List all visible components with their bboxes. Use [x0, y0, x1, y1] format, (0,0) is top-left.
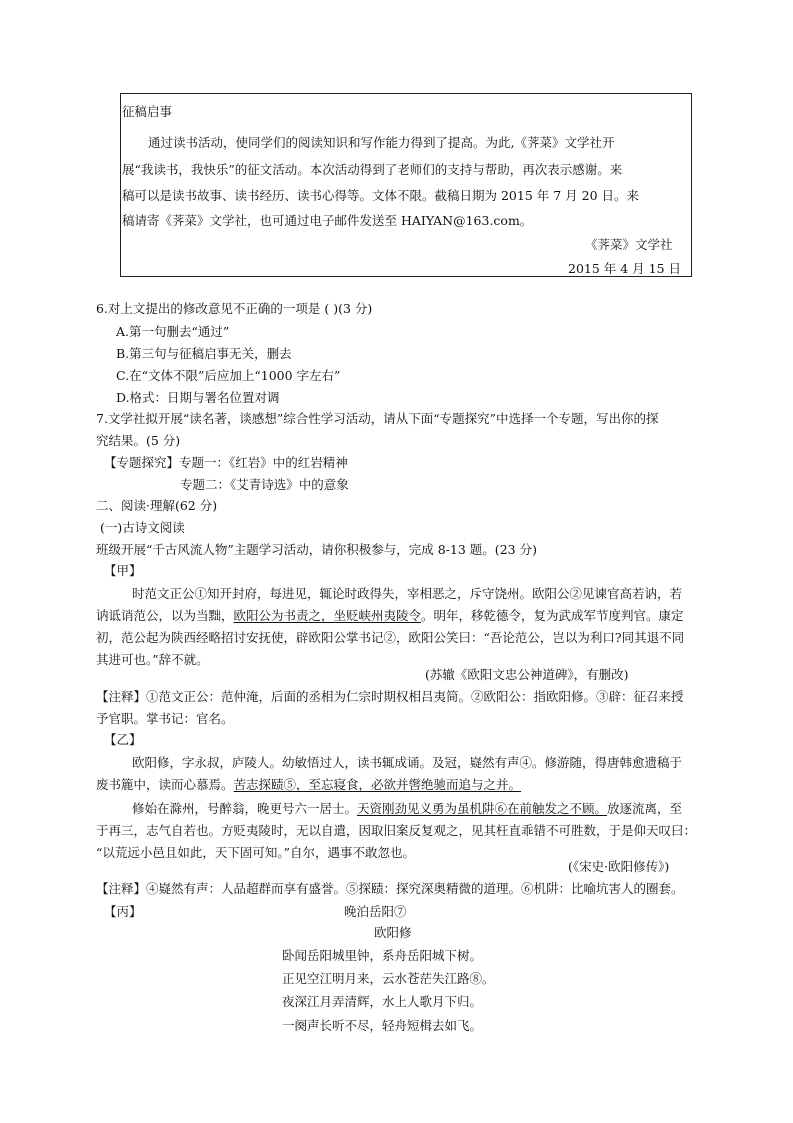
- passage-source: (苏辙《欧阳文忠公神道碑》，有删改): [425, 667, 629, 682]
- question-7-stem-cont: 究结果。(5 分): [96, 433, 181, 448]
- notice-line: 展“我读书，我快乐”的征文活动。本次活动得到了老师们的支持与帮助，再次表示感谢。来: [122, 162, 623, 177]
- annotation: 【注释】①范文正公：范仲淹，后面的丞相为仁宗时期权相吕夷简。②欧阳公：指欧阳修。③辟：征召来授: [96, 689, 684, 704]
- passage-line: 时范文正公①知开封府，每进见，辄论时政得失，宰相恶之，斥守饶州。欧阳公②见谏官高若讷，若: [132, 586, 683, 601]
- passage-line: 其进可也。”辞不就。: [96, 652, 209, 667]
- notice-signature: 《荠菜》文学社: [585, 237, 673, 252]
- annotation-cont: 予官职。掌书记：官名。: [96, 711, 234, 726]
- passage-line: 初，范公起为陕西经略招讨安抚使，辟欧阳公掌书记②，欧阳公笑曰：“吾论范公，岂以为利口?同其退不同: [96, 630, 685, 645]
- passage-label-bing: 【丙】: [104, 904, 142, 919]
- option-a: A.第一句删去“通过”: [116, 324, 230, 339]
- underlined-sentence: 天资刚劲见义勇为虽机阱⑥在前触发之不顾。: [357, 801, 608, 816]
- option-d: D.格式：日期与署名位置对调: [116, 390, 280, 405]
- passage-line: 于再三，志气自若也。方贬夷陵时，无以自遣，因取旧案反复观之，见其枉直乖错不可胜数，于是仰天叹曰：: [96, 823, 697, 838]
- notice-title: 征稿启事: [122, 104, 173, 119]
- passage-line: 废书簏中，读而心慕焉。苦志探赜⑤，至忘寝食，必欲并辔绝驰而追与之并。: [96, 777, 522, 792]
- notice-date: 2015 年 4 月 15 日: [568, 261, 682, 276]
- notice-line: 稿可以是读书故事、读书经历、读书心得等。文体不限。截稿日期为 2015 年 7 月 20 日。来: [122, 188, 640, 203]
- subsection-title: (一)古诗文阅读: [100, 520, 185, 535]
- question-7-stem: 7.文学社拟开展“读名著，谈感想”综合性学习活动，请从下面“专题探究”中选择一个专题，写出你的探: [96, 411, 659, 426]
- poem-line: 一阕声长听不尽，轻舟短楫去如飞。: [282, 1018, 483, 1033]
- poem-line: 正见空江明月来，云水苍茫失江路⑧。: [282, 971, 495, 986]
- passage-line: “以荒远小邑且如此，天下固可知。”自尔，遇事不敢忽也。: [96, 845, 416, 860]
- underlined-sentence: 欧阳公为书责之，坐贬峡州夷陵令: [233, 608, 422, 623]
- topic-1: 【专题探究】专题一：《红岩》中的红岩精神: [104, 455, 348, 470]
- poem-title: 晚泊岳阳⑦: [344, 904, 407, 919]
- poem-line: 夜深江月弄清辉，水上人歌月下归。: [282, 994, 483, 1009]
- option-c: C.在“文体不限”后应加上“1000 字左右”: [116, 368, 341, 383]
- passage-label-jia: 【甲】: [104, 563, 142, 578]
- passage-line: 修始在滁州，号醉翁，晚更号六一居士。天资刚劲见义勇为虽机阱⑥在前触发之不顾。放逐流离，至: [132, 801, 683, 816]
- passage-line: 讷诋诮范公，以为当黜，欧阳公为书责之，坐贬峡州夷陵令。明年，移乾德令，复为武成军节度判官。康定: [96, 608, 684, 623]
- option-b: B.第三句与征稿启事无关，删去: [116, 346, 292, 361]
- passage-line: 欧阳修，字永叔，庐陵人。幼敏悟过人，读书辄成诵。及冠，嶷然有声④。修游随，得唐韩愈遗稿于: [132, 755, 683, 770]
- section-intro: 班级开展“千古风流人物”主题学习活动，请你积极参与，完成 8-13 题。(23 分): [96, 542, 537, 557]
- passage-source: (《宋史·欧阳修传》): [568, 859, 670, 874]
- question-6-stem: 6.对上文提出的修改意见不正确的一项是 ( )(3 分): [96, 301, 373, 316]
- notice-line: 通过读书活动，使同学们的阅读知识和写作能力得到了提高。为此,《荠菜》文学社开: [148, 135, 615, 150]
- annotation: 【注释】④嶷然有声：人品超群而享有盛誉。⑤探赜：探究深奥精微的道理。⑥机阱：比喻坑害人的圈套。: [96, 881, 684, 896]
- notice-line: 稿请寄《荠菜》文学社，也可通过电子邮件发送至 HAIYAN@163.com。: [122, 213, 533, 228]
- topic-2: 专题二：《艾青诗选》中的意象: [180, 477, 349, 492]
- section-title: 二、阅读·理解(62 分): [96, 498, 218, 513]
- passage-label-yi: 【乙】: [104, 732, 142, 747]
- underlined-sentence: 苦志探赜⑤，至忘寝食，必欲并辔绝驰而追与之并。: [233, 777, 522, 792]
- poem-author: 欧阳修: [374, 925, 412, 940]
- poem-line: 卧闻岳阳城里钟，系舟岳阳城下树。: [282, 948, 483, 963]
